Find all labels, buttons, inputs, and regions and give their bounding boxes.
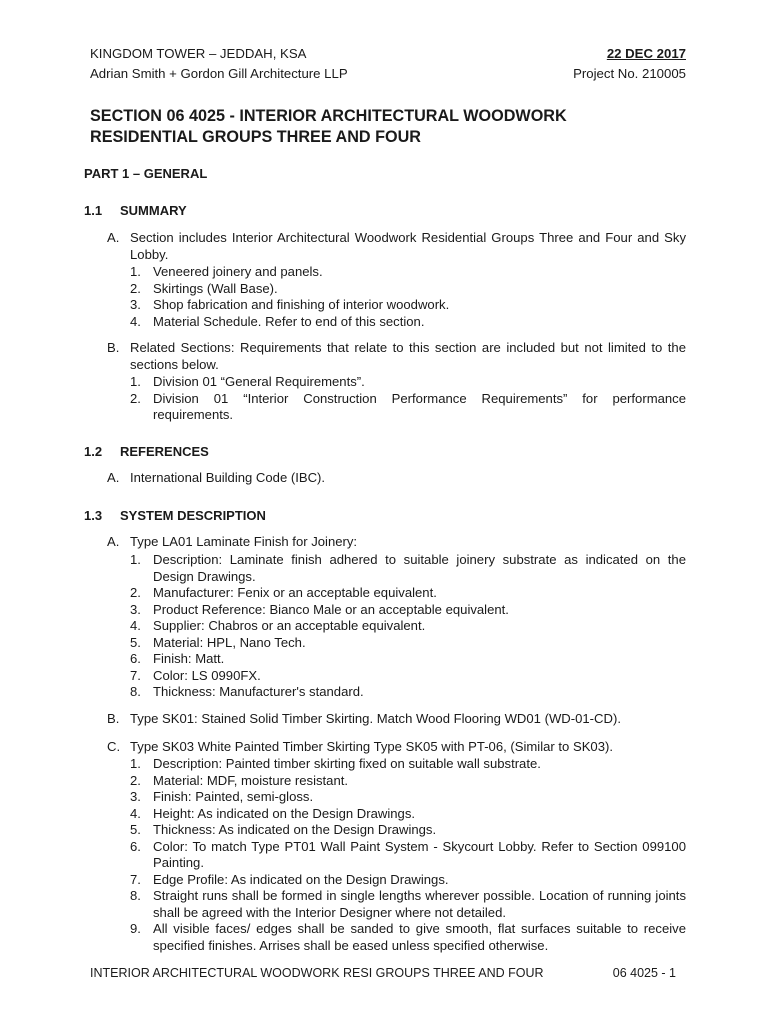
item-mark: 7. [130,667,141,683]
paragraph-mark: B. [107,711,120,726]
item-text: Material Schedule. Refer to end of this section. [153,313,425,329]
item-mark: 1. [130,756,141,771]
header-row-1 [90,46,686,61]
item-text: Color: LS 0990FX. [153,667,261,683]
list-item [130,314,686,331]
item-mark: 4. [130,313,141,329]
list-item [130,773,686,790]
item-mark: 1. [130,552,141,567]
item-text: Description: Laminate finish adhered to suitable joinery substrate as indicated on the Design Drawings. [153,552,686,584]
item-text: Description: Painted timber skirting fixed on suitable wall substrate. [153,756,541,771]
list-item [130,585,686,602]
paragraph-mark: A. [107,230,120,245]
header-row-2 [90,66,686,81]
paragraph-text: Type SK03 White Painted Timber Skirting Type SK05 with PT-06, (Similar to SK03). [130,739,613,754]
list-item [130,618,686,635]
document-date: 22 DEC 2017 [606,46,686,61]
paragraph-1-3-b [107,711,686,728]
item-text: Straight runs shall be formed in single lengths wherever possible. Location of running joints shall be agreed with the Interior Designer where not detailed. [153,888,686,920]
list-1-1-a [130,264,686,330]
article-heading-1-1 [84,203,187,218]
item-text: Thickness: As indicated on the Design Drawings. [153,822,437,837]
project-name: KINGDOM TOWER – JEDDAH, KSA [90,46,307,61]
paragraph-mark: A. [107,470,120,485]
section-title-line-2: RESIDENTIAL GROUPS THREE AND FOUR [90,127,421,146]
article-title: REFERENCES [120,444,209,459]
list-item [130,552,686,585]
item-mark: 6. [130,838,141,854]
item-text: Division 01 “Interior Construction Performance Requirements” for performance requirements. [153,390,686,422]
item-mark: 1. [130,374,141,389]
part-heading: PART 1 – GENERAL [84,166,208,181]
paragraph-1-2-a [107,470,686,487]
item-mark: 8. [130,888,141,903]
item-text: Color: To match Type PT01 Wall Paint System - Skycourt Lobby. Refer to Section 099100 Painting. [153,838,686,870]
item-text: Shop fabrication and finishing of interior woodwork. [153,297,450,312]
item-mark: 3. [130,601,141,617]
section-title [90,106,690,147]
paragraph-mark: A. [107,534,120,549]
item-mark: 9. [130,921,141,936]
article-title: SYSTEM DESCRIPTION [120,508,266,523]
item-text: Material: MDF, moisture resistant. [153,772,348,788]
item-text: Edge Profile: As indicated on the Design Drawings. [153,871,449,887]
item-text: All visible faces/ edges shall be sanded to give smooth, flat surfaces suitable to receive specified finishes. Arrises shall be eased unless specified otherwise. [153,921,686,953]
firm-name: Adrian Smith + Gordon Gill Architecture LLP [90,66,348,81]
item-mark: 4. [130,805,141,821]
paragraph-mark: B. [107,340,120,355]
paragraph-text: Related Sections: Requirements that relate to this section are included but not limited to the sections below. [130,340,686,372]
list-item [130,756,686,773]
item-mark: 2. [130,280,141,296]
list-item [130,839,686,872]
paragraph-1-1-b [107,340,686,373]
item-text: Supplier: Chabros or an acceptable equivalent. [153,618,426,633]
list-item [130,635,686,652]
item-text: Height: As indicated on the Design Drawings. [153,805,416,821]
list-item [130,921,686,954]
list-item [130,297,686,314]
paragraph-1-3-a [107,534,686,551]
item-mark: 5. [130,634,141,650]
article-number: 1.1 [84,203,103,218]
section-title-line-1: SECTION 06 4025 - INTERIOR ARCHITECTURAL WOODWORK [90,107,567,125]
list-1-1-b [130,374,686,424]
list-item [130,806,686,823]
item-text: Thickness: Manufacturer's standard. [153,684,364,699]
page-footer [90,966,676,980]
paragraph-1-3-c [107,739,686,756]
footer-section-title: INTERIOR ARCHITECTURAL WOODWORK RESI GROUPS THREE AND FOUR [90,966,544,980]
list-1-3-a [130,552,686,701]
list-item [130,684,686,701]
item-text: Manufacturer: Fenix or an acceptable equivalent. [153,585,437,600]
list-item [130,872,686,889]
list-item [130,789,686,806]
article-title: SUMMARY [120,203,187,218]
list-item [130,391,686,424]
paragraph-text: Type LA01 Laminate Finish for Joinery: [130,534,358,549]
item-mark: 3. [130,297,141,312]
article-heading-1-2 [84,444,209,459]
item-mark: 2. [130,390,141,406]
list-item [130,374,686,391]
list-item [130,651,686,668]
list-item [130,668,686,685]
list-item [130,888,686,921]
item-mark: 2. [130,585,141,600]
project-number: Project No. 210005 [573,66,686,81]
item-mark: 1. [130,264,141,279]
list-item [130,264,686,281]
item-mark: 8. [130,684,141,699]
list-item [130,822,686,839]
article-number: 1.3 [84,508,103,523]
item-text: Skirtings (Wall Base). [153,280,278,296]
item-text: Division 01 “General Requirements”. [153,374,365,389]
item-mark: 5. [130,822,141,837]
item-mark: 3. [130,789,141,804]
item-text: Product Reference: Bianco Male or an acceptable equivalent. [153,601,509,617]
item-mark: 6. [130,651,141,666]
item-mark: 2. [130,772,141,788]
article-heading-1-3 [84,508,266,523]
paragraph-text: Section includes Interior Architectural Woodwork Residential Groups Three and Four and Sky Lobby. [130,230,686,262]
item-text: Finish: Painted, semi-gloss. [153,789,314,804]
list-item [130,281,686,298]
footer-page-number: 06 4025 - 1 [612,966,676,980]
item-text: Veneered joinery and panels. [153,264,323,279]
item-text: Material: HPL, Nano Tech. [153,634,306,650]
item-mark: 4. [130,618,141,633]
list-1-3-c [130,756,686,954]
list-item [130,602,686,619]
item-mark: 7. [130,871,141,887]
paragraph-text: Type SK01: Stained Solid Timber Skirting. Match Wood Flooring WD01 (WD-01-CD). [130,711,621,726]
paragraph-mark: C. [107,739,121,754]
paragraph-text: International Building Code (IBC). [130,470,326,485]
item-text: Finish: Matt. [153,651,225,666]
paragraph-1-1-a [107,230,686,263]
article-number: 1.2 [84,444,103,459]
